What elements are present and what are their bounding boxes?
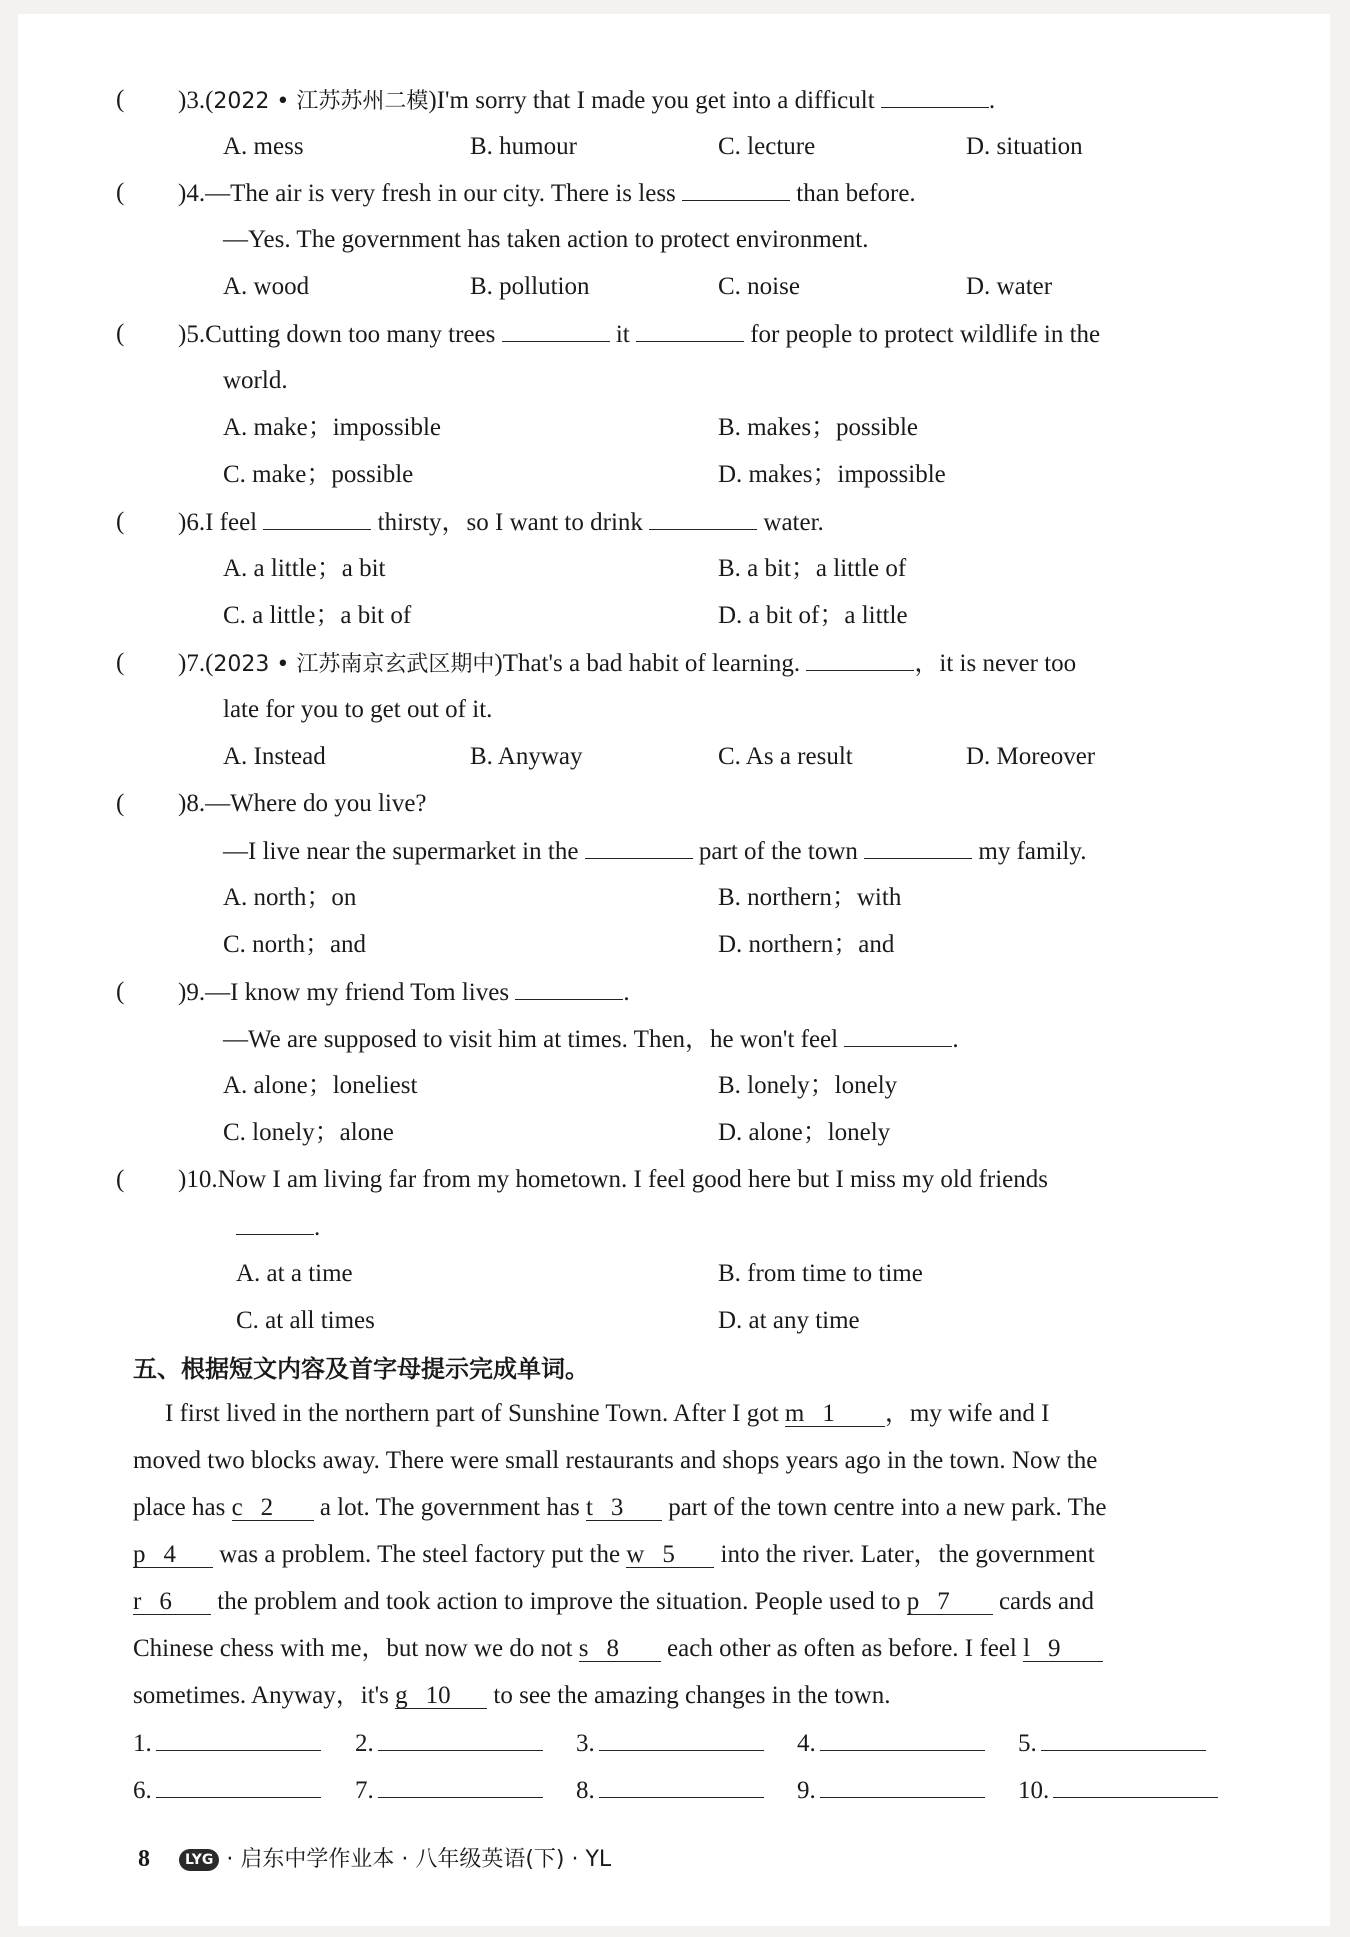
answer-blank <box>649 507 757 530</box>
question-7-line2: late for you to get out of it. <box>223 696 493 723</box>
passage-line-5 <box>133 1587 1094 1617</box>
answer-paren: ( <box>116 179 125 206</box>
answer-blank <box>864 836 972 859</box>
answer-number: 4. <box>797 1730 816 1757</box>
question-4 <box>178 178 916 209</box>
hint-letter: r <box>133 1588 142 1615</box>
option-c: C. a little；a bit of <box>223 602 412 629</box>
option-b: B. pollution <box>470 273 590 300</box>
question-text: I'm sorry that I made you get into a difficult <box>436 87 875 114</box>
blank-number: 7 <box>937 1588 950 1615</box>
question-text: ，it is never too <box>914 650 1077 677</box>
question-text: my family. <box>978 838 1087 865</box>
answer-blank <box>236 1212 314 1235</box>
question-10 <box>178 1165 1048 1195</box>
answer-underline <box>378 1728 543 1751</box>
option-d: D. at any time <box>718 1307 860 1334</box>
answer-blank <box>636 319 744 342</box>
answer-line-10[interactable] <box>1018 1775 1218 1806</box>
blank-number: 3 <box>610 1494 624 1521</box>
option-a: A. at a time <box>236 1260 353 1287</box>
question-number: )3. <box>178 87 206 114</box>
fill-blank-1 <box>785 1399 885 1427</box>
passage-text: each other as often as before. I feel <box>660 1635 1024 1662</box>
question-4-line2: —Yes. The government has taken action to protect environment. <box>223 226 869 253</box>
answer-paren: ( <box>116 649 125 676</box>
fill-blank-3 <box>586 1493 662 1521</box>
answer-line-9[interactable] <box>797 1775 985 1806</box>
option-b: B. northern；with <box>718 884 902 911</box>
passage-line-1 <box>165 1399 1049 1429</box>
blank-number: 8 <box>606 1635 620 1662</box>
option-c: C. As a result <box>718 743 853 770</box>
answer-line-7[interactable] <box>355 1775 543 1806</box>
question-text: Cutting down too many trees <box>205 321 496 348</box>
answer-paren: ( <box>116 508 125 535</box>
option-a: A. a little；a bit <box>223 555 386 582</box>
fill-blank-4 <box>133 1540 213 1568</box>
fill-blank-10 <box>395 1681 487 1709</box>
question-text: water. <box>763 509 824 536</box>
footer-text: · 启东中学作业本 · 八年级英语(下) · YL <box>226 1847 612 1872</box>
answer-underline <box>1041 1728 1206 1751</box>
option-d: D. northern；and <box>718 931 895 958</box>
option-d: D. alone；lonely <box>718 1119 891 1146</box>
passage-text: cards and <box>992 1588 1095 1615</box>
answer-blank <box>585 836 693 859</box>
question-text: —The air is very fresh in our city. There is less <box>205 180 676 207</box>
option-c: C. make；possible <box>223 461 414 488</box>
answer-blank <box>682 178 790 201</box>
answer-line-3[interactable] <box>576 1728 764 1759</box>
question-number: )4. <box>178 180 206 207</box>
option-b: B. lonely；lonely <box>718 1072 898 1099</box>
answer-line-2[interactable] <box>355 1728 543 1759</box>
passage-text: a lot. The government has <box>313 1494 586 1521</box>
option-d: D. makes；impossible <box>718 461 946 488</box>
punctuation: . <box>952 1026 959 1053</box>
answer-line-6[interactable] <box>133 1775 321 1806</box>
answer-underline <box>1053 1775 1218 1798</box>
option-a: A. wood <box>223 273 310 300</box>
punctuation: . <box>988 87 996 114</box>
answer-paren: ( <box>116 790 125 817</box>
option-b: B. from time to time <box>718 1260 923 1287</box>
option-d: D. situation <box>966 133 1083 160</box>
answer-underline <box>820 1775 985 1798</box>
hint-letter: w <box>626 1541 645 1568</box>
question-text: it <box>615 321 630 348</box>
punctuation: . <box>314 1214 321 1241</box>
passage-text: I first lived in the northern part of Sunshine Town. After I got <box>165 1400 785 1427</box>
answer-number: 3. <box>576 1730 595 1757</box>
question-text: That's a bad habit of learning. <box>502 650 801 677</box>
question-text: than before. <box>796 180 916 207</box>
answer-paren: ( <box>116 86 125 113</box>
answer-underline <box>599 1728 764 1751</box>
question-8 <box>178 789 427 819</box>
passage-text: sometimes. Anyway，it's <box>133 1682 396 1709</box>
question-10-line2 <box>236 1212 320 1243</box>
option-b: B. a bit；a little of <box>718 555 907 582</box>
question-5-line2: world. <box>223 367 288 394</box>
blank-number: 2 <box>260 1494 274 1521</box>
passage-text: part of the town centre into a new park. The <box>661 1494 1107 1521</box>
hint-letter: p <box>133 1541 146 1568</box>
question-number: )10. <box>178 1166 218 1193</box>
answer-line-4[interactable] <box>797 1728 985 1759</box>
question-text: —I know my friend Tom lives <box>205 979 510 1006</box>
answer-number: 7. <box>355 1777 374 1804</box>
option-c: C. north；and <box>223 931 367 958</box>
page-number: 8 <box>138 1846 150 1872</box>
answer-number: 8. <box>576 1777 595 1804</box>
answer-line-5[interactable] <box>1018 1728 1206 1759</box>
answer-number: 1. <box>133 1730 152 1757</box>
blank-number: 10 <box>425 1682 451 1709</box>
answer-underline <box>156 1775 321 1798</box>
passage-line-4 <box>133 1540 1095 1570</box>
passage-text: the problem and took action to improve the situation. People used to <box>211 1588 907 1615</box>
question-number: )9. <box>178 979 206 1006</box>
option-a: A. Instead <box>223 743 326 770</box>
fill-blank-2 <box>232 1493 314 1521</box>
question-number: )8. <box>178 790 206 817</box>
answer-underline <box>378 1775 543 1798</box>
option-a: A. mess <box>223 133 304 160</box>
hint-letter: g <box>395 1682 408 1709</box>
question-text: Now I am living far from my hometown. I feel good here but I miss my old friends <box>217 1166 1048 1193</box>
answer-line-8[interactable] <box>576 1775 764 1806</box>
answer-blank <box>806 648 914 671</box>
answer-blank <box>502 319 610 342</box>
answer-underline <box>599 1775 764 1798</box>
question-text: —Where do you live? <box>205 790 427 817</box>
punctuation: . <box>623 979 630 1006</box>
option-a: A. make；impossible <box>223 414 442 441</box>
question-number: )6. <box>178 509 206 536</box>
answer-underline <box>156 1728 321 1751</box>
blank-number: 5 <box>662 1541 675 1568</box>
passage-text: to see the amazing changes in the town. <box>487 1682 891 1709</box>
question-8-line2 <box>223 836 1087 867</box>
hint-letter: s <box>578 1635 589 1662</box>
passage-text: was a problem. The steel factory put the <box>213 1541 627 1568</box>
answer-blank <box>263 507 371 530</box>
hint-letter: c <box>231 1494 243 1521</box>
blank-number: 9 <box>1048 1635 1061 1662</box>
option-a: A. alone；loneliest <box>223 1072 418 1099</box>
question-text: —We are supposed to visit him at times. Then，he won't feel <box>223 1026 839 1053</box>
question-number: )5. <box>178 321 206 348</box>
option-c: C. noise <box>718 273 800 300</box>
passage-line-2: moved two blocks away. There were small restaurants and shops years ago in the town. Now the <box>133 1447 1098 1474</box>
page-footer <box>138 1844 611 1875</box>
passage-line-6 <box>133 1634 1103 1664</box>
question-7: )7.(2023 • 江苏南京玄武区期中)That's a bad habit of learning. ，it is never too <box>178 650 1077 677</box>
fill-blank-9 <box>1023 1634 1103 1662</box>
option-c: C. lonely；alone <box>223 1119 394 1146</box>
answer-number: 10. <box>1018 1777 1050 1804</box>
passage-line-7 <box>133 1681 891 1711</box>
answer-paren: ( <box>116 978 125 1005</box>
blank-number: 1 <box>822 1400 835 1427</box>
answer-number: 9. <box>797 1777 816 1804</box>
fill-blank-8 <box>579 1634 661 1662</box>
hint-letter: m <box>784 1400 805 1427</box>
hint-letter: t <box>585 1494 593 1521</box>
answer-paren: ( <box>116 1166 125 1193</box>
question-3: )3.(2022 • 江苏苏州二模)I'm sorry that I made you get into a difficult . <box>178 87 996 114</box>
publisher-logo: LYG <box>179 1849 219 1871</box>
option-d: D. Moreover <box>966 743 1096 770</box>
question-number: )7. <box>178 650 206 677</box>
question-source: 2023 • 江苏南京玄武区期中 <box>213 652 495 677</box>
answer-paren: ( <box>116 320 125 347</box>
answer-blank <box>844 1024 952 1047</box>
option-a: A. north；on <box>223 884 357 911</box>
question-text: I feel <box>205 509 258 536</box>
answer-number: 6. <box>133 1777 152 1804</box>
option-d: D. water <box>966 273 1053 300</box>
hint-letter: p <box>906 1588 920 1615</box>
fill-blank-6 <box>133 1587 211 1615</box>
option-b: B. Anyway <box>470 743 583 770</box>
question-text: for people to protect wildlife in the <box>750 321 1101 348</box>
question-9-line2 <box>223 1024 959 1055</box>
question-text: part of the town <box>698 838 858 865</box>
hint-letter: l <box>1023 1635 1031 1662</box>
option-d: D. a bit of；a little <box>718 602 908 629</box>
question-5 <box>178 319 1100 350</box>
answer-number: 2. <box>355 1730 374 1757</box>
answer-line-1[interactable] <box>133 1728 321 1759</box>
answer-blank <box>881 85 989 108</box>
passage-text: place has <box>133 1494 232 1521</box>
option-b: B. makes；possible <box>718 414 918 441</box>
passage-text: into the river. Later，the government <box>714 1541 1095 1568</box>
passage-text: ，my wife and I <box>884 1400 1050 1427</box>
answer-blank <box>515 977 623 1000</box>
blank-number: 6 <box>159 1588 172 1615</box>
fill-blank-5 <box>626 1540 714 1568</box>
blank-number: 4 <box>163 1541 176 1568</box>
question-text: thirsty，so I want to drink <box>377 509 643 536</box>
question-9 <box>178 977 630 1008</box>
option-b: B. humour <box>470 133 577 160</box>
worksheet-page <box>18 14 1330 1926</box>
option-c: C. lecture <box>718 133 816 160</box>
answer-number: 5. <box>1018 1730 1037 1757</box>
section-title: 五、根据短文内容及首字母提示完成单词。 <box>133 1355 589 1383</box>
passage-text: Chinese chess with me，but now we do not <box>133 1635 579 1662</box>
question-6 <box>178 507 824 538</box>
passage-line-3 <box>133 1493 1106 1523</box>
answer-underline <box>820 1728 985 1751</box>
question-text: —I live near the supermarket in the <box>223 838 579 865</box>
option-c: C. at all times <box>236 1307 375 1334</box>
question-source: 2022 • 江苏苏州二模 <box>213 89 429 114</box>
fill-blank-7 <box>907 1587 993 1615</box>
